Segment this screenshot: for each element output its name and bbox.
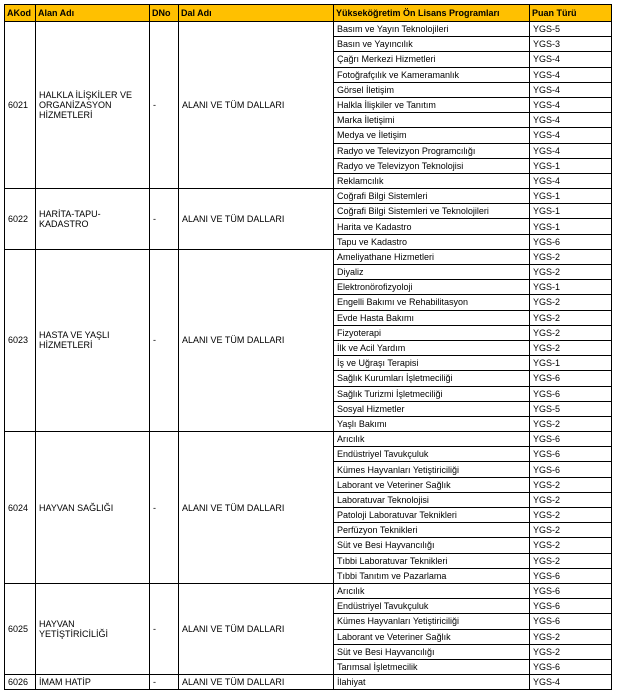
group-akod: 6024 [5,432,36,584]
group-alan: HASTA VE YAŞLI HİZMETLERİ [36,249,150,431]
program-name: Coğrafi Bilgi Sistemleri ve Teknolojileri [334,204,530,219]
puan-turu: YGS-6 [530,447,612,462]
program-name: Medya ve İletişim [334,128,530,143]
program-name: Perfüzyon Teknikleri [334,523,530,538]
program-name: Basım ve Yayın Teknolojileri [334,22,530,37]
puan-turu: YGS-2 [530,310,612,325]
group-alan: İMAM HATİP [36,675,150,690]
program-name: Laborant ve Veteriner Sağlık [334,629,530,644]
puan-turu: YGS-1 [530,219,612,234]
group-dno: - [150,432,179,584]
program-name: İlahiyat [334,675,530,690]
puan-turu: YGS-2 [530,416,612,431]
program-name: İş ve Uğraşı Terapisi [334,356,530,371]
group-akod: 6021 [5,22,36,189]
program-name: Endüstriyel Tavukçuluk [334,599,530,614]
puan-turu: YGS-4 [530,97,612,112]
program-name: Radyo ve Televizyon Programcılığı [334,143,530,158]
puan-turu: YGS-4 [530,143,612,158]
header-program: Yükseköğretim Ön Lisans Programları [334,5,530,22]
group-dal: ALANI VE TÜM DALLARI [179,22,334,189]
puan-turu: YGS-2 [530,325,612,340]
table-row [5,22,612,37]
program-name: Harita ve Kadastro [334,219,530,234]
table-row [5,583,612,598]
program-name: Süt ve Besi Hayvancılığı [334,538,530,553]
program-name: Patoloji Laboratuvar Teknikleri [334,508,530,523]
puan-turu: YGS-1 [530,204,612,219]
puan-turu: YGS-6 [530,432,612,447]
puan-turu: YGS-1 [530,356,612,371]
puan-turu: YGS-2 [530,553,612,568]
puan-turu: YGS-1 [530,280,612,295]
program-name: Reklamcılık [334,173,530,188]
program-name: Laborant ve Veteriner Sağlık [334,477,530,492]
group-dno: - [150,249,179,431]
puan-turu: YGS-2 [530,340,612,355]
puan-turu: YGS-4 [530,82,612,97]
group-akod: 6025 [5,583,36,674]
program-name: Ameliyathane Hizmetleri [334,249,530,264]
program-name: Tıbbi Tanıtım ve Pazarlama [334,568,530,583]
program-name: Sağlık Kurumları İşletmeciliği [334,371,530,386]
header-puan: Puan Türü [530,5,612,22]
program-name: Sağlık Turizmi İşletmeciliği [334,386,530,401]
group-alan: HARİTA-TAPU-KADASTRO [36,189,150,250]
program-name: Basın ve Yayıncılık [334,37,530,52]
group-dal: ALANI VE TÜM DALLARI [179,583,334,674]
program-name: Tapu ve Kadastro [334,234,530,249]
header-akod: AKod [5,5,36,22]
puan-turu: YGS-5 [530,22,612,37]
puan-turu: YGS-6 [530,583,612,598]
puan-turu: YGS-6 [530,614,612,629]
puan-turu: YGS-3 [530,37,612,52]
program-name: Laboratuvar Teknolojisi [334,492,530,507]
program-name: İlk ve Acil Yardım [334,340,530,355]
puan-turu: YGS-6 [530,599,612,614]
program-name: Radyo ve Televizyon Teknolojisi [334,158,530,173]
program-name: Tıbbi Laboratuvar Teknikleri [334,553,530,568]
program-table-container [4,4,612,690]
group-dal: ALANI VE TÜM DALLARI [179,249,334,431]
program-name: Fotoğrafçılık ve Kameramanlık [334,67,530,82]
program-name: Kümes Hayvanları Yetiştiriciliği [334,462,530,477]
group-dal: ALANI VE TÜM DALLARI [179,675,334,690]
puan-turu: YGS-2 [530,295,612,310]
puan-turu: YGS-4 [530,173,612,188]
program-name: Görsel İletişim [334,82,530,97]
program-name: Diyaliz [334,265,530,280]
group-dno: - [150,675,179,690]
table-row [5,675,612,690]
table-row [5,249,612,264]
puan-turu: YGS-4 [530,67,612,82]
header-row [5,5,612,22]
program-name: Arıcılık [334,432,530,447]
table-row [5,189,612,204]
puan-turu: YGS-6 [530,568,612,583]
puan-turu: YGS-2 [530,523,612,538]
group-dal: ALANI VE TÜM DALLARI [179,432,334,584]
group-dno: - [150,22,179,189]
group-alan: HAYVAN SAĞLIĞI [36,432,150,584]
puan-turu: YGS-2 [530,492,612,507]
puan-turu: YGS-4 [530,675,612,690]
header-dno: DNo [150,5,179,22]
program-name: Sosyal Hizmetler [334,401,530,416]
program-name: Engelli Bakımı ve Rehabilitasyon [334,295,530,310]
group-alan: HALKLA İLİŞKİLER VE ORGANİZASYON HİZMETLERİ [36,22,150,189]
program-name: Marka İletişimi [334,113,530,128]
program-name: Evde Hasta Bakımı [334,310,530,325]
puan-turu: YGS-4 [530,128,612,143]
program-name: Endüstriyel Tavukçuluk [334,447,530,462]
program-name: Çağrı Merkezi Hizmetleri [334,52,530,67]
group-akod: 6026 [5,675,36,690]
program-name: Elektronörofizyoloji [334,280,530,295]
program-name: Yaşlı Bakımı [334,416,530,431]
program-name: Coğrafi Bilgi Sistemleri [334,189,530,204]
puan-turu: YGS-4 [530,113,612,128]
puan-turu: YGS-6 [530,371,612,386]
puan-turu: YGS-5 [530,401,612,416]
table-body [5,22,612,690]
puan-turu: YGS-1 [530,158,612,173]
program-name: Süt ve Besi Hayvancılığı [334,644,530,659]
puan-turu: YGS-2 [530,629,612,644]
table-row [5,432,612,447]
header-alan: Alan Adı [36,5,150,22]
puan-turu: YGS-1 [530,189,612,204]
program-name: Arıcılık [334,583,530,598]
puan-turu: YGS-6 [530,234,612,249]
group-akod: 6023 [5,249,36,431]
program-table [4,4,612,690]
puan-turu: YGS-4 [530,52,612,67]
group-dno: - [150,583,179,674]
header-dal: Dal Adı [179,5,334,22]
puan-turu: YGS-2 [530,508,612,523]
program-name: Kümes Hayvanları Yetiştiriciliği [334,614,530,629]
puan-turu: YGS-6 [530,462,612,477]
puan-turu: YGS-6 [530,659,612,674]
program-name: Fizyoterapi [334,325,530,340]
puan-turu: YGS-6 [530,386,612,401]
program-name: Tarımsal İşletmecilik [334,659,530,674]
group-akod: 6022 [5,189,36,250]
group-alan: HAYVAN YETİŞTİRİCİLİĞİ [36,583,150,674]
group-dal: ALANI VE TÜM DALLARI [179,189,334,250]
puan-turu: YGS-2 [530,644,612,659]
puan-turu: YGS-2 [530,477,612,492]
puan-turu: YGS-2 [530,538,612,553]
puan-turu: YGS-2 [530,249,612,264]
group-dno: - [150,189,179,250]
program-name: Halkla İlişkiler ve Tanıtım [334,97,530,112]
puan-turu: YGS-2 [530,265,612,280]
